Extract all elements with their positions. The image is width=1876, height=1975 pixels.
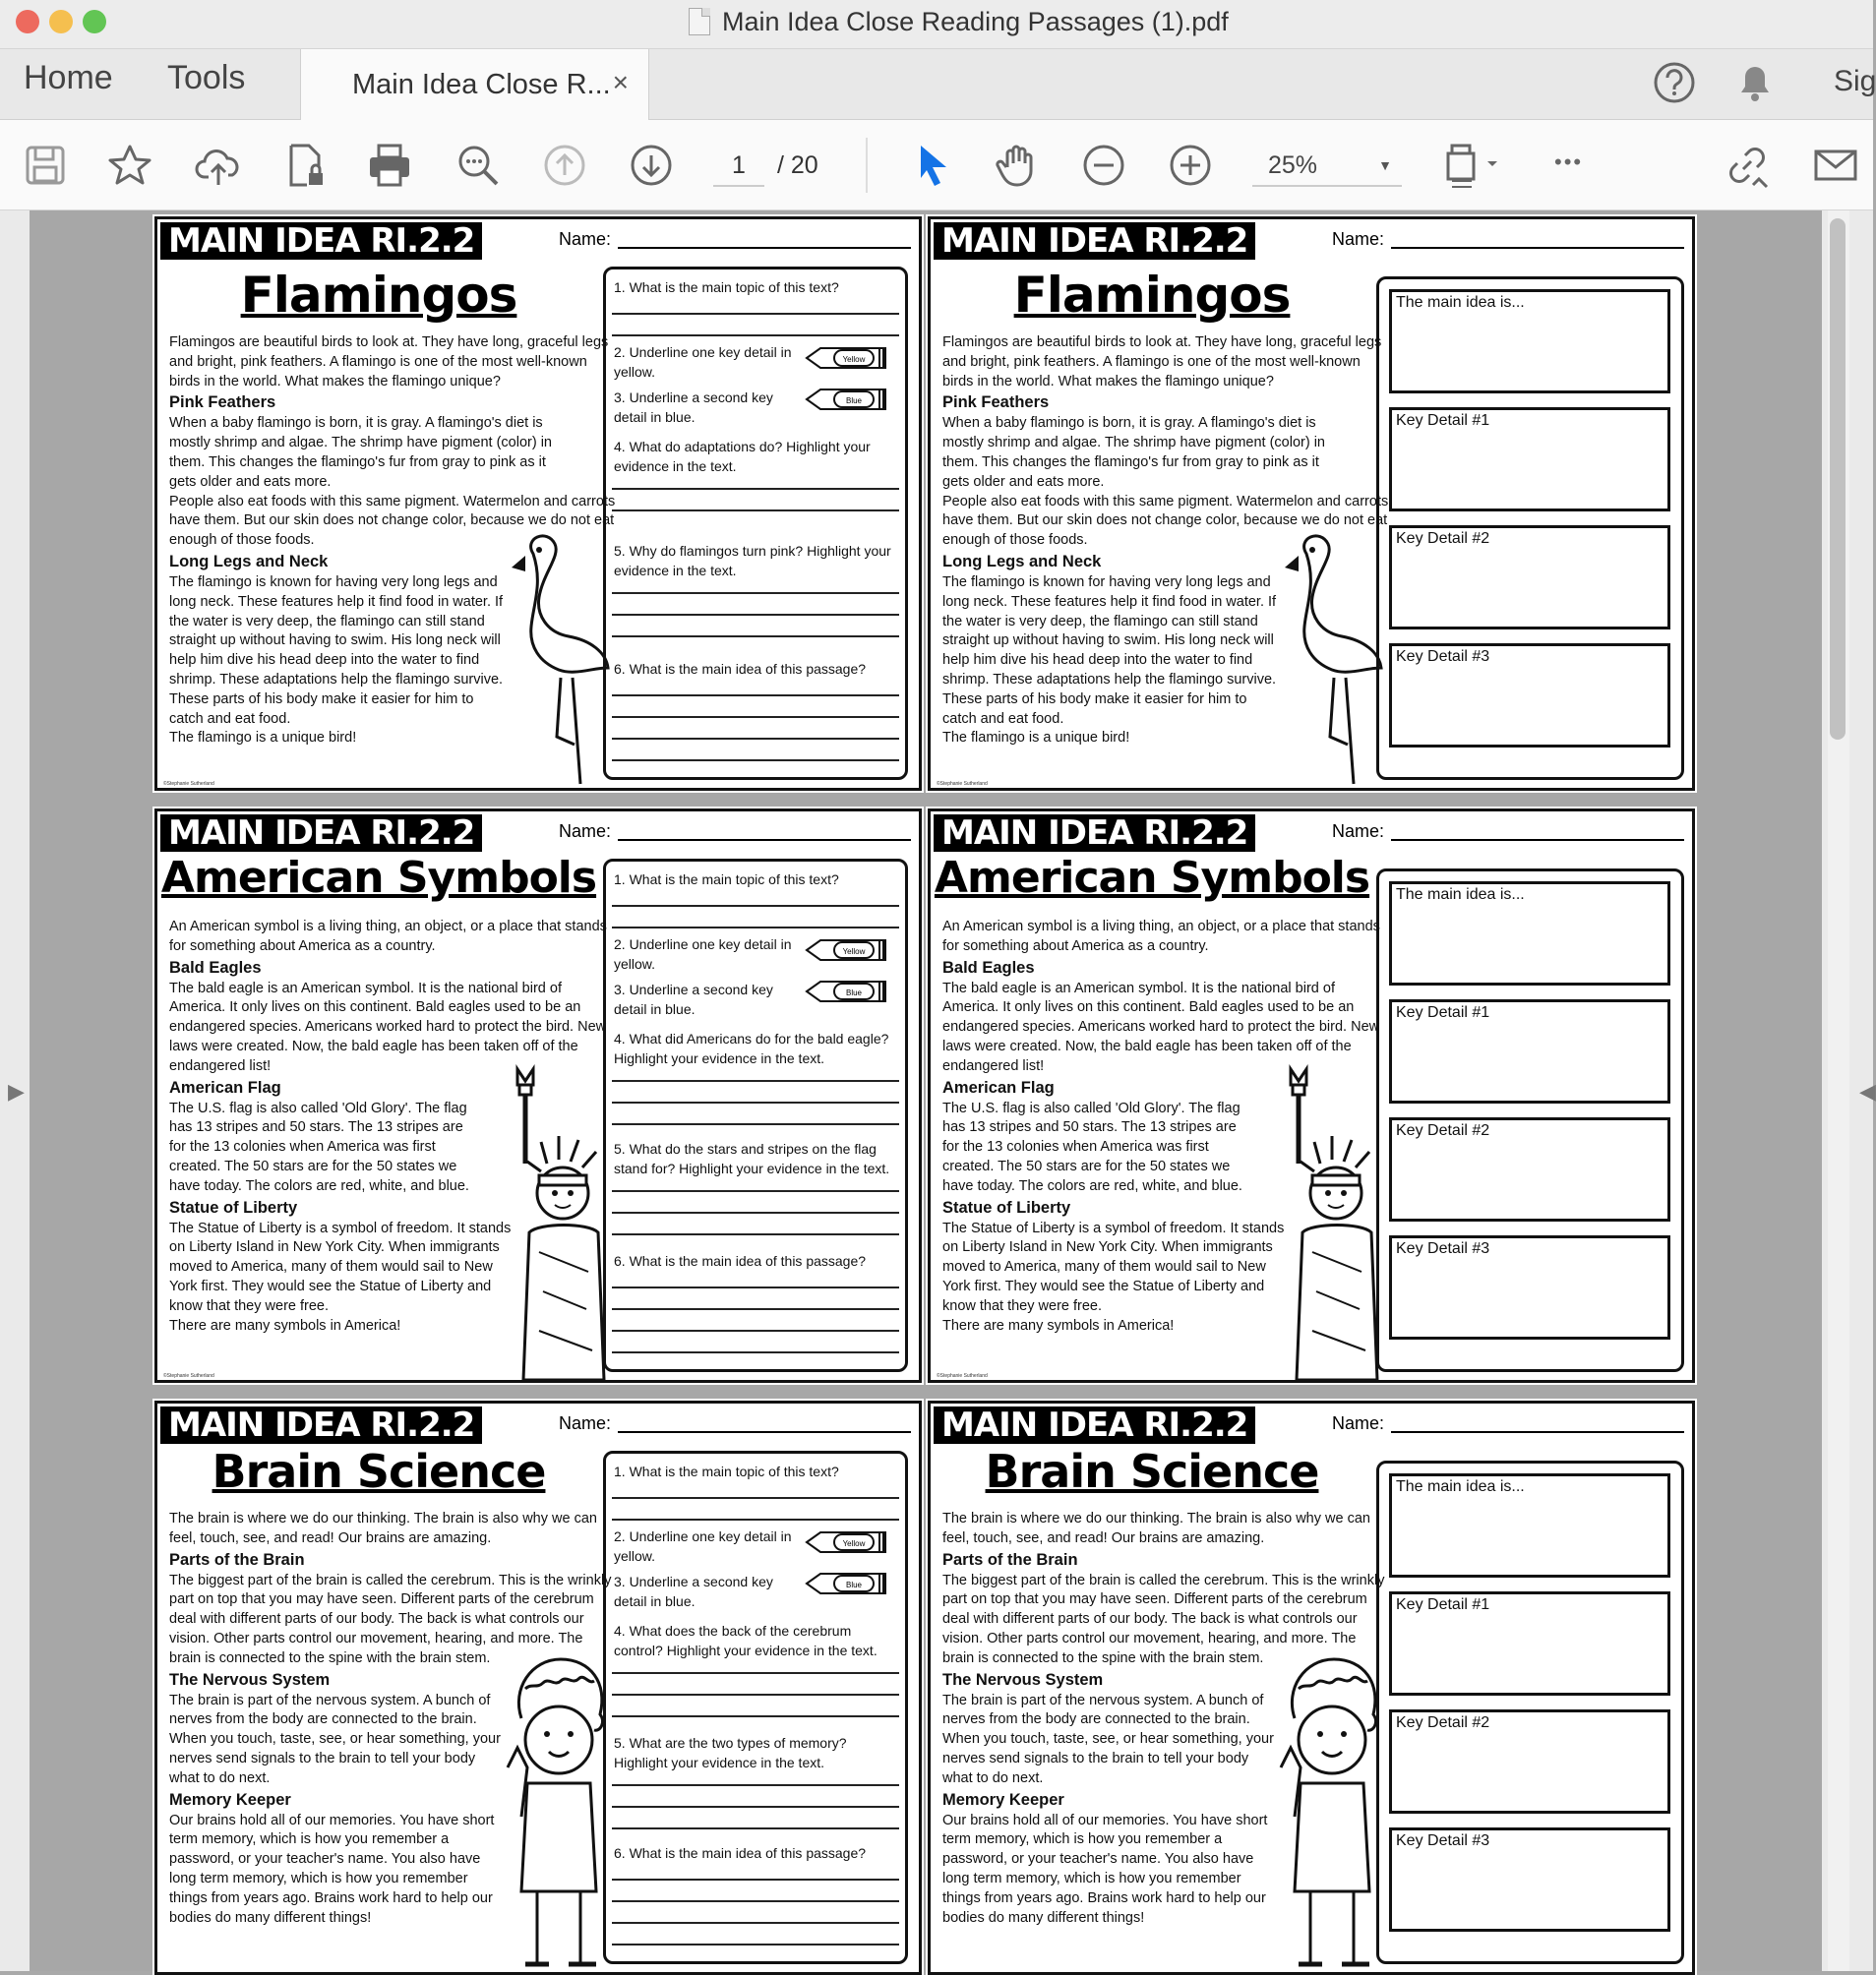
- answer-line: [612, 1715, 899, 1717]
- key-detail-label: Key Detail #1: [1396, 1596, 1490, 1613]
- page-number-input[interactable]: 1: [713, 144, 764, 187]
- passage-subheading: Long Legs and Neck: [169, 552, 329, 570]
- answer-line: [612, 1212, 899, 1214]
- zoom-in-icon[interactable]: [1167, 142, 1214, 189]
- name-line: [1391, 1431, 1684, 1433]
- main-idea-label: The main idea is...: [1396, 1478, 1525, 1495]
- answer-line: [612, 759, 899, 761]
- previous-page-icon[interactable]: [541, 142, 588, 189]
- name-line: [618, 1431, 911, 1433]
- yellow-crayon-icon: [805, 936, 891, 964]
- answer-line: [612, 509, 899, 511]
- print-icon[interactable]: [366, 142, 413, 189]
- name-line: [1391, 247, 1684, 249]
- next-page-icon[interactable]: [628, 142, 675, 189]
- question-3: 3. Underline a second key detail in blue.: [614, 1574, 773, 1609]
- bookmark-star-icon[interactable]: [106, 142, 153, 189]
- blue-crayon-icon: [805, 978, 891, 1005]
- passage-title: Flamingos: [240, 267, 517, 324]
- worksheet-symbols-organizer: [928, 808, 1695, 1383]
- svg-text:Yellow: Yellow: [842, 355, 866, 364]
- svg-text:Yellow: Yellow: [842, 947, 866, 956]
- question-1: 1. What is the main topic of this text?: [614, 871, 839, 887]
- share-link-icon[interactable]: [1724, 142, 1771, 189]
- key-detail-label: Key Detail #1: [1396, 1004, 1490, 1021]
- questions-box: [603, 267, 908, 780]
- passage-subheading: Bald Eagles: [169, 958, 262, 977]
- key-detail-box-1: [1389, 999, 1670, 1104]
- answer-line: [612, 635, 899, 637]
- name-line: [618, 839, 911, 841]
- key-detail-box-3: [1389, 1235, 1670, 1340]
- question-2: 2. Underline one key detail in yellow.: [614, 1528, 792, 1564]
- answer-line: [612, 1287, 899, 1288]
- passage-paragraph: The biggest part of the brain is called the cerebrum. This is the wrinkly part on top that you may have seen. Different parts of the cerebrum deal with different parts of our body. The back is what controls our vision. Other parts control our movement, hearing, and more. The brain is connected to the spine with the brain stem.: [942, 1572, 1385, 1666]
- answer-line: [612, 1879, 899, 1881]
- passage-ending: There are many symbols in America!: [169, 1317, 401, 1334]
- answer-line: [612, 927, 899, 928]
- worksheet-header: MAIN IDEA RI.2.2: [160, 814, 482, 852]
- passage-paragraph: The flamingo is known for having very long legs and long neck. These features help it find food in water. If the water is very deep, the flamingo can still stand straight up without having to swim. His long neck will help him dive his head deep into the water to find shrimp. These adaptations help the flamingo survive. These parts of his body make it easier for him to catch and eat food.: [942, 573, 1277, 727]
- passage-paragraph: When a baby flamingo is born, it is gray. A flamingo's diet is mostly shrimp and algae. The shrimp have pigment (color) in them. This changes the flamingo's fur from gray to pink as it gets older and eats more.: [942, 415, 1325, 490]
- answer-line: [612, 1944, 899, 1945]
- answer-line: [612, 905, 899, 907]
- passage-intro: Flamingos are beautiful birds to look at. They have long, graceful legs and bright, pink feathers. A flamingo is one of the most well-known birds in the world. What makes the flamingo unique?: [169, 334, 609, 389]
- child-thinking-illustration: [502, 1649, 608, 1974]
- worksheet-flamingos-questions: [154, 216, 922, 791]
- worksheet-brain-organizer: [928, 1401, 1695, 1975]
- passage-paragraph: The bald eagle is an American symbol. It is the national bird of America. It only lives on this continent. Bald eagles used to be an endangered species. Americans worked hard to protect the bird. New laws were created. Now, the bald eagle has been taken off of the endangered list!: [942, 980, 1380, 1074]
- answer-line: [612, 1922, 899, 1924]
- passage-intro: The brain is where we do our thinking. The brain is also why we can feel, touch, see, and read! Our brains are amazing.: [169, 1511, 597, 1546]
- more-tools-button[interactable]: •••: [1554, 150, 1584, 174]
- passage-subheading: The Nervous System: [169, 1670, 331, 1689]
- key-detail-label: Key Detail #3: [1396, 648, 1490, 665]
- copyright-text: ©Stephanie Sutherland: [937, 781, 988, 787]
- question-2: 2. Underline one key detail in yellow.: [614, 936, 792, 972]
- answer-line: [612, 488, 899, 490]
- toolbar: [0, 120, 1873, 210]
- passage-subheading: Statue of Liberty: [942, 1198, 1071, 1217]
- worksheet-header: MAIN IDEA RI.2.2: [160, 1406, 482, 1444]
- main-idea-box: [1389, 289, 1670, 393]
- passage-intro: The brain is where we do our thinking. The brain is also why we can feel, touch, see, and read! Our brains are amazing.: [942, 1511, 1370, 1546]
- question-1: 1. What is the main topic of this text?: [614, 1464, 839, 1479]
- answer-line: [612, 1330, 899, 1332]
- tab-document-label: Main Idea Close R...: [352, 68, 611, 100]
- key-detail-box-3: [1389, 643, 1670, 748]
- expand-left-pane-icon[interactable]: ▶: [8, 1079, 25, 1104]
- organizer-box: [1376, 1461, 1684, 1964]
- name-label: Name:: [559, 821, 612, 841]
- document-viewer[interactable]: [0, 210, 1876, 1971]
- passage-subheading: Bald Eagles: [942, 958, 1035, 977]
- zoom-select[interactable]: [1252, 144, 1402, 187]
- question-6: 6. What is the main idea of this passage?: [614, 1845, 867, 1861]
- passage-paragraph: The U.S. flag is also called 'Old Glory'. The flag has 13 stripes and 50 stars. The 13 stripes are for the 13 colonies when America was first created. The 50 stars are for the 50 states we have today. The colors are red, white, and blue.: [942, 1100, 1242, 1194]
- answer-line: [612, 614, 899, 616]
- minimize-window-button[interactable]: [49, 10, 73, 33]
- passage-paragraph: The Statue of Liberty is a symbol of freedom. It stands on Liberty Island in New York City. When immigrants moved to America, many of them would sail to New York first. They would see the Statue of Liberty and know that they were free.: [169, 1220, 512, 1314]
- question-2: 2. Underline one key detail in yellow.: [614, 344, 792, 380]
- passage-subheading: Pink Feathers: [169, 393, 276, 412]
- name-label: Name:: [1332, 229, 1385, 249]
- key-detail-box-1: [1389, 407, 1670, 511]
- scrollbar-thumb[interactable]: [1830, 218, 1846, 740]
- find-icon[interactable]: [454, 142, 502, 189]
- statue-of-liberty-illustration: [500, 1065, 608, 1380]
- passage-ending: The flamingo is a unique bird!: [942, 730, 1130, 747]
- key-detail-box-2: [1389, 1117, 1670, 1222]
- passage-subheading: Long Legs and Neck: [942, 552, 1102, 570]
- organizer-box: [1376, 868, 1684, 1372]
- answer-line: [612, 694, 899, 696]
- passage-paragraph: People also eat foods with this same pigment. Watermelon and carrots have them. But our skin does not change color, because we do not eat enough of those foods.: [169, 493, 616, 549]
- passage-paragraph: The brain is part of the nervous system. A bunch of nerves from the body are connected to the brain. When you touch, taste, see, or hear something, your nerves send signals to the brain to tell your body what to do next.: [169, 1692, 501, 1786]
- answer-line: [612, 1827, 899, 1829]
- passage-paragraph: People also eat foods with this same pigment. Watermelon and carrots have them. But our skin does not change color, because we do not eat enough of those foods.: [942, 493, 1389, 549]
- answer-line: [612, 1497, 899, 1499]
- protect-document-icon[interactable]: [281, 142, 329, 189]
- question-6: 6. What is the main idea of this passage?: [614, 661, 867, 677]
- passage-paragraph: The brain is part of the nervous system. A bunch of nerves from the body are connected to the brain. When you touch, taste, see, or hear something, your nerves send signals to the brain to tell your body what to do next.: [942, 1692, 1274, 1786]
- answer-line: [612, 334, 899, 336]
- child-thinking-illustration: [1275, 1649, 1381, 1974]
- worksheet-brain-questions: [154, 1401, 922, 1975]
- worksheet-flamingos-organizer: [928, 216, 1695, 791]
- answer-line: [612, 1672, 899, 1674]
- worksheet-header: MAIN IDEA RI.2.2: [934, 222, 1255, 260]
- bell-icon[interactable]: [1733, 59, 1777, 104]
- svg-text:Blue: Blue: [845, 1581, 863, 1589]
- question-3: 3. Underline a second key detail in blue.: [614, 982, 773, 1017]
- passage-title: American Symbols: [934, 853, 1370, 903]
- passage-title: Flamingos: [1013, 267, 1291, 324]
- worksheet-header: MAIN IDEA RI.2.2: [160, 222, 482, 260]
- help-icon[interactable]: [1653, 61, 1696, 104]
- answer-line: [612, 1308, 899, 1310]
- tab-tools[interactable]: Tools: [167, 59, 246, 96]
- yellow-crayon-icon: [805, 344, 891, 372]
- save-icon[interactable]: [22, 142, 69, 189]
- upload-cloud-icon[interactable]: [195, 142, 242, 189]
- passage-intro: Flamingos are beautiful birds to look at. They have long, graceful legs and bright, pink feathers. A flamingo is one of the most well-known birds in the world. What makes the flamingo unique?: [942, 334, 1382, 389]
- worksheet-symbols-questions: [154, 808, 922, 1383]
- worksheet-header: MAIN IDEA RI.2.2: [934, 1406, 1255, 1444]
- close-tab-icon[interactable]: ×: [612, 67, 629, 97]
- flamingo-illustration: [504, 534, 612, 788]
- answer-line: [612, 1519, 899, 1521]
- passage-title: American Symbols: [160, 853, 597, 903]
- blue-crayon-icon: [805, 386, 891, 413]
- copyright-text: ©Stephanie Sutherland: [937, 1373, 988, 1379]
- questions-box: [603, 859, 908, 1372]
- passage-title: Brain Science: [212, 1445, 546, 1498]
- key-detail-label: Key Detail #3: [1396, 1240, 1490, 1257]
- question-5: 5. Why do flamingos turn pink? Highlight your evidence in the text.: [614, 543, 891, 578]
- copyright-text: ©Stephanie Sutherland: [163, 1373, 214, 1379]
- passage-paragraph: Our brains hold all of our memories. You have short term memory, which is how you remember a password, or your teacher's name. You also have long term memory, which is how you remember things from years ago. Brains work hard to help our bodies do many different things!: [942, 1812, 1268, 1926]
- passage-subheading: Parts of the Brain: [942, 1550, 1078, 1569]
- answer-line: [612, 1900, 899, 1902]
- name-label: Name:: [1332, 821, 1385, 841]
- passage-subheading: American Flag: [942, 1078, 1055, 1097]
- key-detail-box-1: [1389, 1591, 1670, 1696]
- question-5: 5. What are the two types of memory? Highlight your evidence in the text.: [614, 1735, 847, 1770]
- answer-line: [612, 592, 899, 594]
- name-label: Name:: [559, 229, 612, 249]
- chevron-down-icon: ▼: [1378, 157, 1392, 173]
- passage-paragraph: The flamingo is known for having very long legs and long neck. These features help it find food in water. If the water is very deep, the flamingo can still stand straight up without having to swim. His long neck will help him dive his head deep into the water to find shrimp. These adaptations help the flamingo survive. These parts of his body make it easier for him to catch and eat food.: [169, 573, 504, 727]
- passage-paragraph: The bald eagle is an American symbol. It is the national bird of America. It only lives on this continent. Bald eagles used to be an endangered species. Americans worked hard to protect the bird. New laws were created. Now, the bald eagle has been taken off of the endangered list!: [169, 980, 607, 1074]
- blue-crayon-icon: [805, 1570, 891, 1597]
- page-fit-icon[interactable]: [1442, 142, 1503, 189]
- answer-line: [612, 1694, 899, 1696]
- questions-box: [603, 1451, 908, 1964]
- question-4: 4. What do adaptations do? Highlight your evidence in the text.: [614, 439, 871, 474]
- name-label: Name:: [559, 1413, 612, 1433]
- select-arrow-icon[interactable]: [909, 142, 956, 189]
- answer-line: [612, 1190, 899, 1192]
- yellow-crayon-icon: [805, 1528, 891, 1556]
- passage-subheading: American Flag: [169, 1078, 281, 1097]
- passage-subheading: The Nervous System: [942, 1670, 1104, 1689]
- passage-subheading: Memory Keeper: [169, 1790, 291, 1809]
- question-3: 3. Underline a second key detail in blue.: [614, 389, 773, 425]
- svg-text:Blue: Blue: [845, 396, 863, 405]
- answer-line: [612, 1351, 899, 1353]
- main-idea-label: The main idea is...: [1396, 294, 1525, 311]
- passage-intro: An American symbol is a living thing, an object, or a place that stands for something about America as a country.: [169, 919, 607, 954]
- key-detail-label: Key Detail #1: [1396, 412, 1490, 429]
- maximize-window-button[interactable]: [83, 10, 106, 33]
- hand-tool-icon[interactable]: [994, 142, 1041, 189]
- expand-right-pane-icon[interactable]: ◀: [1859, 1079, 1876, 1104]
- tab-document[interactable]: [300, 49, 649, 120]
- passage-title: Brain Science: [985, 1445, 1319, 1498]
- key-detail-box-2: [1389, 525, 1670, 629]
- passage-paragraph: When a baby flamingo is born, it is gray. A flamingo's diet is mostly shrimp and algae. The shrimp have pigment (color) in them. This changes the flamingo's fur from gray to pink as it gets older and eats more.: [169, 415, 552, 490]
- key-detail-box-2: [1389, 1709, 1670, 1814]
- question-1: 1. What is the main topic of this text?: [614, 279, 839, 295]
- title-bar: [0, 0, 1873, 49]
- answer-line: [612, 1784, 899, 1786]
- zoom-value: 25%: [1268, 151, 1318, 179]
- passage-subheading: Parts of the Brain: [169, 1550, 305, 1569]
- answer-line: [612, 1123, 899, 1125]
- passage-paragraph: The biggest part of the brain is called the cerebrum. This is the wrinkly part on top that you may have seen. Different parts of the cerebrum deal with different parts of our body. The back is what controls our vision. Other parts control our movement, hearing, and more. The brain is connected to the spine with the brain stem.: [169, 1572, 612, 1666]
- passage-ending: There are many symbols in America!: [942, 1317, 1175, 1334]
- passage-paragraph: The Statue of Liberty is a symbol of freedom. It stands on Liberty Island in New York City. When immigrants moved to America, many of them would sail to New York first. They would see the Statue of Liberty and know that they were free.: [942, 1220, 1285, 1314]
- answer-line: [612, 716, 899, 718]
- question-5: 5. What do the stars and stripes on the flag stand for? Highlight your evidence in the text.: [614, 1141, 890, 1176]
- statue-of-liberty-illustration: [1273, 1065, 1381, 1380]
- main-idea-label: The main idea is...: [1396, 886, 1525, 903]
- answer-line: [612, 313, 899, 315]
- answer-line: [612, 1080, 899, 1082]
- passage-subheading: Memory Keeper: [942, 1790, 1064, 1809]
- name-label: Name:: [1332, 1413, 1385, 1433]
- key-detail-label: Key Detail #3: [1396, 1832, 1490, 1849]
- passage-intro: An American symbol is a living thing, an object, or a place that stands for something about America as a country.: [942, 919, 1380, 954]
- question-4: 4. What does the back of the cerebrum control? Highlight your evidence in the text.: [614, 1623, 877, 1658]
- tab-home[interactable]: Home: [24, 59, 113, 96]
- email-icon[interactable]: [1812, 142, 1859, 189]
- key-detail-box-3: [1389, 1827, 1670, 1932]
- svg-text:Blue: Blue: [845, 988, 863, 997]
- question-4: 4. What did Americans do for the bald eagle? Highlight your evidence in the text.: [614, 1031, 889, 1066]
- close-window-button[interactable]: [16, 10, 39, 33]
- answer-line: [612, 1806, 899, 1808]
- passage-subheading: Pink Feathers: [942, 393, 1050, 412]
- tab-bar: [0, 49, 1876, 120]
- main-idea-box: [1389, 1473, 1670, 1578]
- key-detail-label: Key Detail #2: [1396, 1714, 1490, 1731]
- sign-in-link[interactable]: Sig: [1834, 65, 1876, 97]
- passage-paragraph: Our brains hold all of our memories. You have short term memory, which is how you remember a password, or your teacher's name. You also have long term memory, which is how you remember things from years ago. Brains work hard to help our bodies do many different things!: [169, 1812, 495, 1926]
- window-title-text: Main Idea Close Reading Passages (1).pdf: [722, 6, 1229, 36]
- name-line: [618, 247, 911, 249]
- key-detail-label: Key Detail #2: [1396, 530, 1490, 547]
- answer-line: [612, 738, 899, 740]
- svg-text:Yellow: Yellow: [842, 1539, 866, 1548]
- passage-ending: The flamingo is a unique bird!: [169, 730, 357, 747]
- window-title: [689, 0, 1377, 43]
- answer-line: [612, 1233, 899, 1235]
- answer-line: [612, 1102, 899, 1104]
- passage-paragraph: The U.S. flag is also called 'Old Glory'. The flag has 13 stripes and 50 stars. The 13 stripes are for the 13 colonies when America was first created. The 50 stars are for the 50 states we have today. The colors are red, white, and blue.: [169, 1100, 469, 1194]
- passage-subheading: Statue of Liberty: [169, 1198, 298, 1217]
- question-6: 6. What is the main idea of this passage?: [614, 1253, 867, 1269]
- zoom-out-icon[interactable]: [1080, 142, 1127, 189]
- name-line: [1391, 839, 1684, 841]
- copyright-text: ©Stephanie Sutherland: [163, 781, 214, 787]
- worksheet-header: MAIN IDEA RI.2.2: [934, 814, 1255, 852]
- toolbar-divider: [866, 138, 868, 193]
- main-idea-box: [1389, 881, 1670, 986]
- key-detail-label: Key Detail #2: [1396, 1122, 1490, 1139]
- page-total: / 20: [777, 151, 818, 179]
- document-icon: [689, 8, 710, 35]
- organizer-box: [1376, 276, 1684, 780]
- flamingo-illustration: [1277, 534, 1385, 788]
